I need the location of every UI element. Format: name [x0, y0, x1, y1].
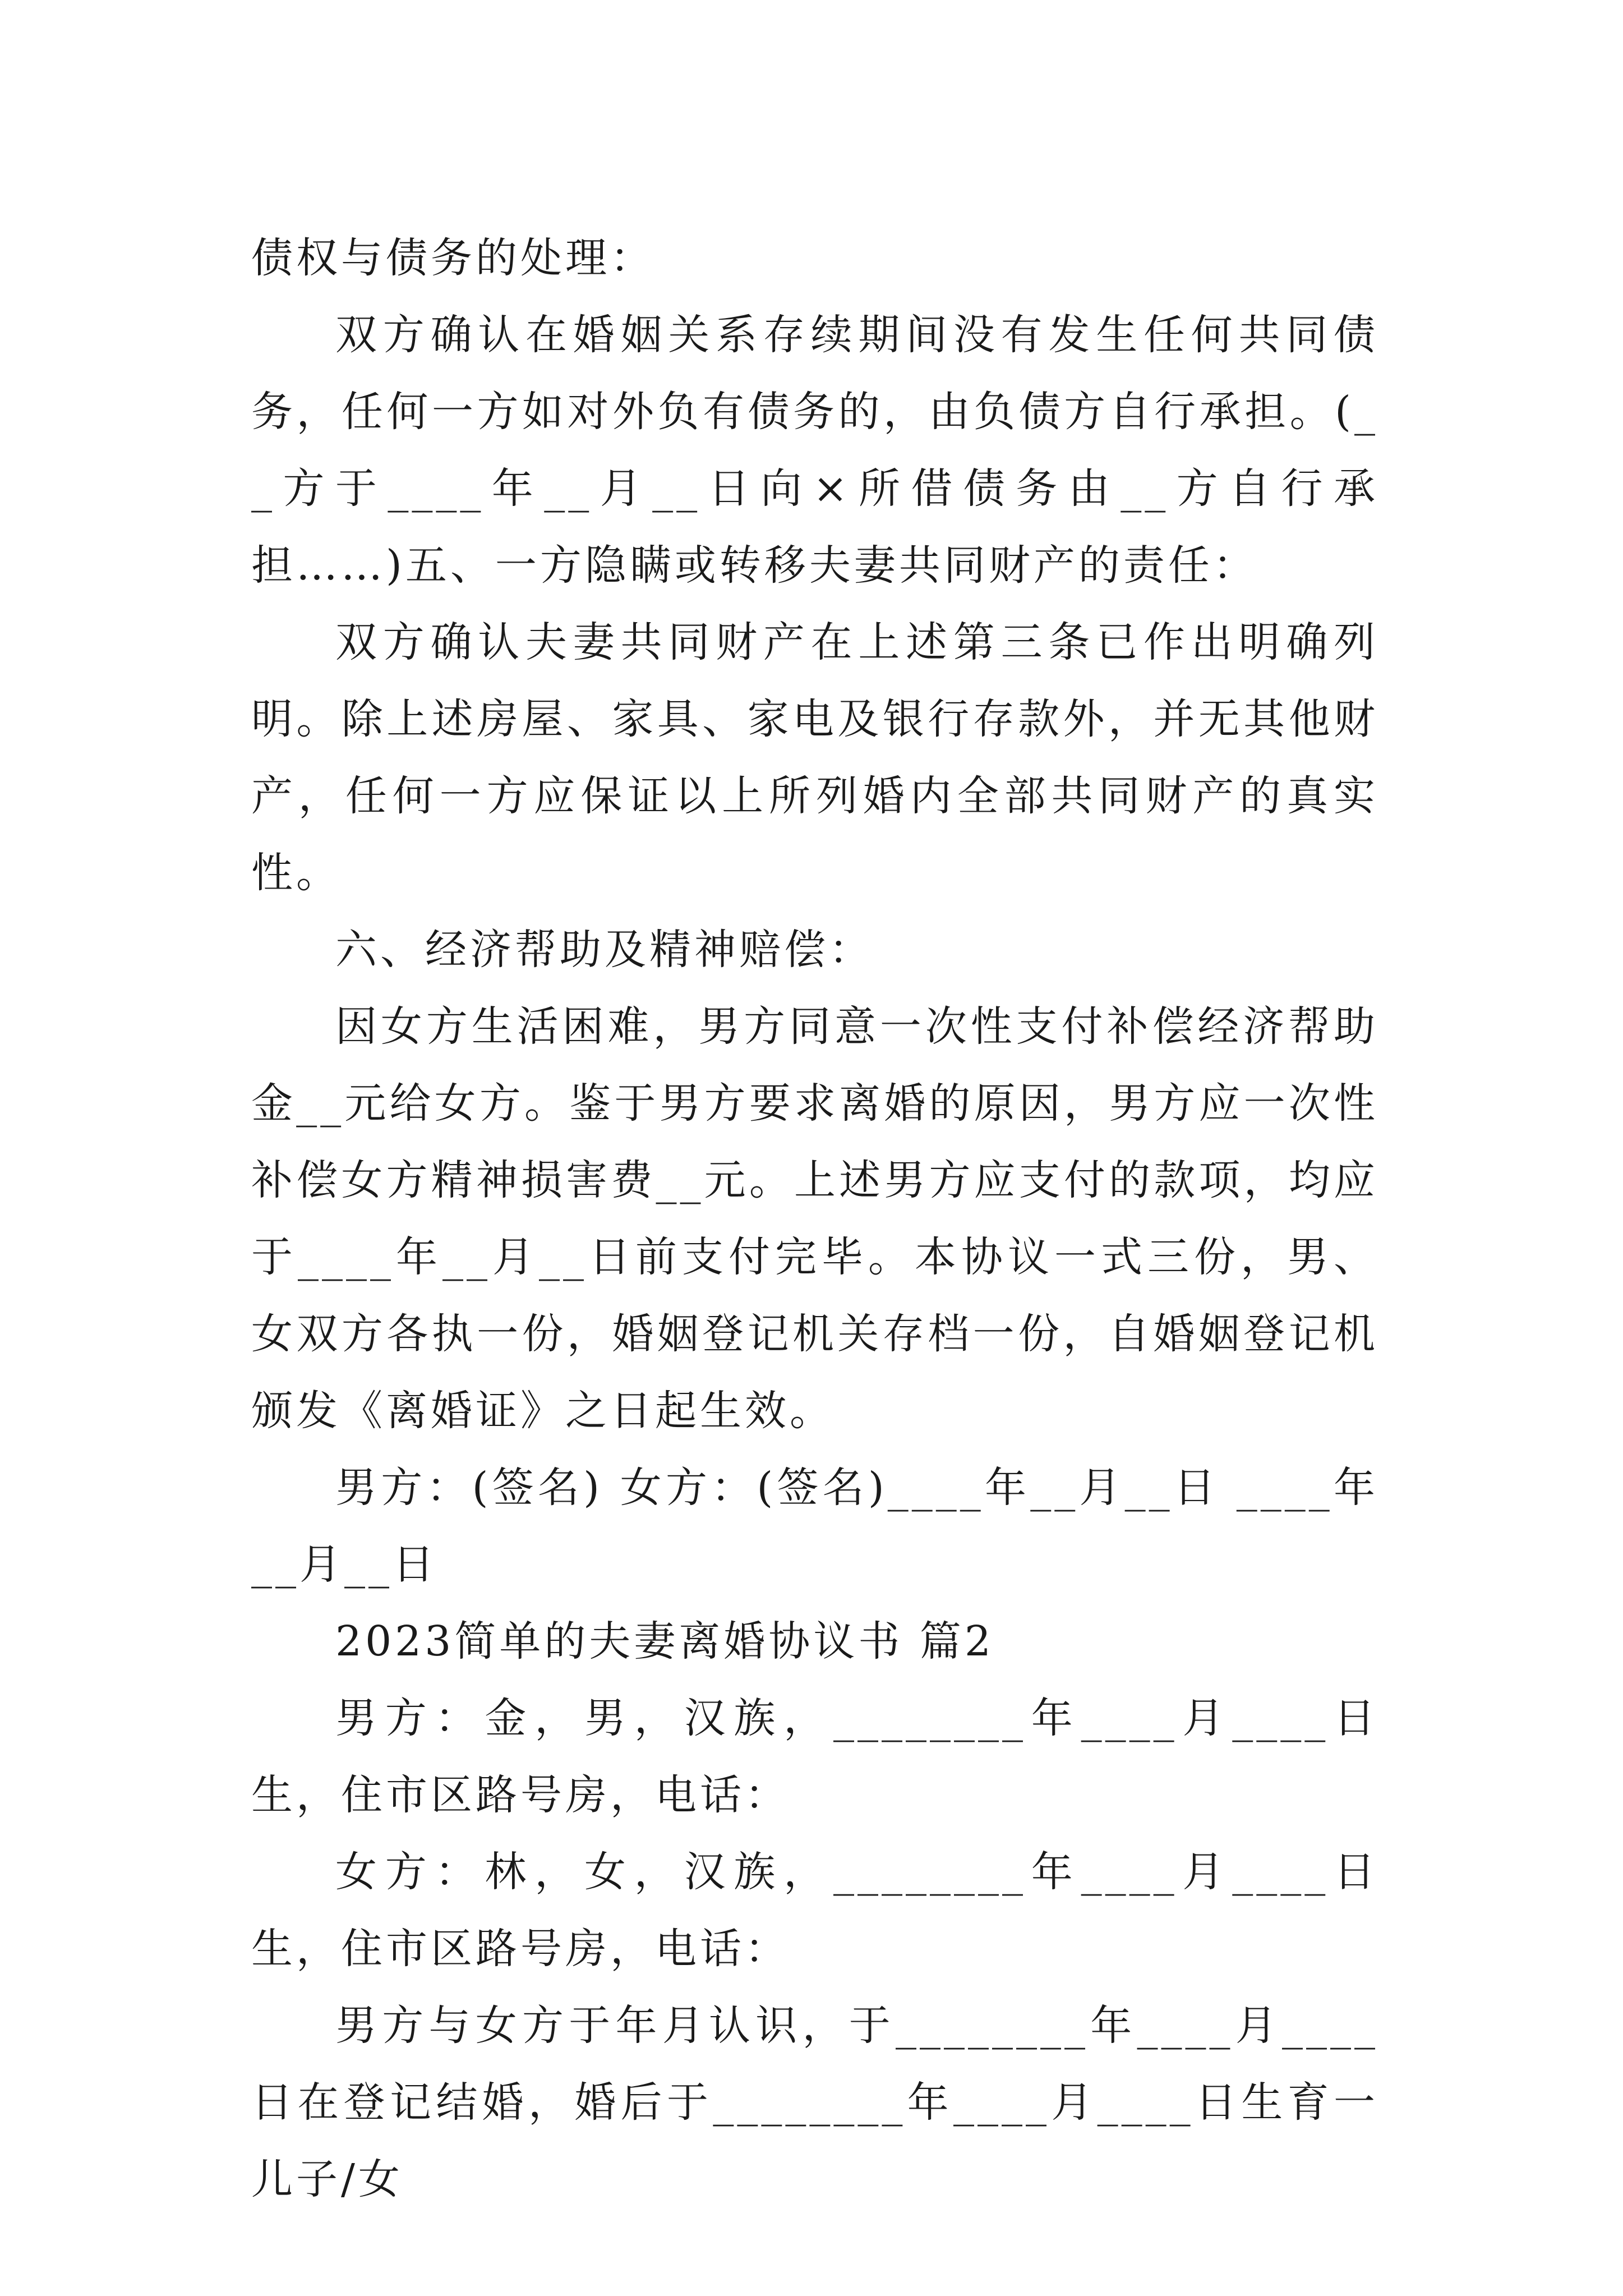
paragraph-marriage-history: 男方与女方于年月认识，于________年____月____日在登记结婚，婚后于________年____月____日生育一儿子/女 — [251, 2001, 1378, 2203]
paragraph-debt-clause: 双方确认在婚姻关系存续期间没有发生任何共同债务，任何一方如对外负有债务的，由负债方自行承担。(__方于____年__月__日向×所借债务由__方自行承担……)五、一方隐瞒或转移夫妻共同财产的责任： — [251, 311, 1378, 590]
paragraph-section-six-heading: 六、经济帮助及精神赔偿： — [335, 926, 874, 974]
paragraph-signatures: 男方：(签名) 女方：(签名)____年__月__日 ____年__月__日 — [251, 1464, 1378, 1589]
paragraph-compensation-clause: 因女方生活困难，男方同意一次性支付补偿经济帮助金__元给女方。鉴于男方要求离婚的原因，男方应一次性补偿女方精神损害费__元。上述男方应支付的款项，均应于____年__月__日前支付完毕。本协议一式三份，男、女双方各执一份，婚姻登记机关存档一份，自婚姻登记机颁发《离婚证》之日起生效。 — [251, 1002, 1378, 1435]
paragraph-male-party: 男方：金，男，汉族，________年____月____日生，住市区路号房，电话： — [251, 1694, 1378, 1819]
paragraph-property-clause: 双方确认夫妻共同财产在上述第三条已作出明确列明。除上述房屋、家具、家电及银行存款外，并无其他财产，任何一方应保证以上所列婚内全部共同财产的真实性。 — [251, 618, 1378, 897]
section-title-agreement-2: 2023简单的夫妻离婚协议书 篇2 — [335, 1617, 994, 1665]
paragraph-debt-heading: 债权与债务的处理： — [251, 234, 655, 282]
paragraph-female-party: 女方：林，女，汉族，________年____月____日生，住市区路号房，电话： — [251, 1848, 1378, 1973]
document-body — [251, 220, 1378, 2218]
